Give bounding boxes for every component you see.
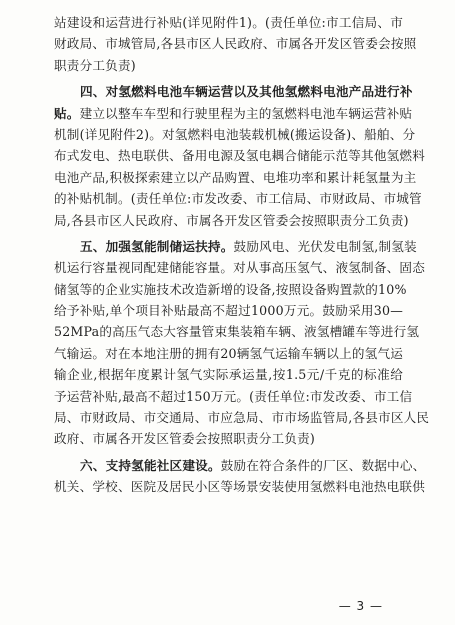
paragraph-line-3: 职责分工负责) — [54, 57, 136, 73]
section-5-line-8: 予运营补贴,最高不超过150万元。(责任单位:市发改委、市工信 — [54, 388, 413, 404]
section-5-line-9: 局、市财政局、市交通局、市应急局、市市场监管局,各县市区人民 — [54, 410, 430, 426]
section-4-line-5: 电池产品,积极探索建立以产品购置、电堆功率和累计耗氢量为主 — [54, 169, 417, 185]
section-4-heading — [54, 81, 413, 102]
section-5-line-6: 气输运。对在本地注册的拥有20辆氢气运输车辆以上的氢气运 — [54, 345, 404, 361]
section-4-line-4: 布式发电、热电联供、备用电源及氢电耦合储能示范等其他氢燃料 — [54, 148, 426, 164]
section-5-line-4: 给予补贴,单个项目补贴最高不超过1000万元。鼓励采用30— — [54, 303, 403, 319]
section-5-heading: 五、加强氢能制储运扶持。鼓励风电、光伏发电制氢,制氢装 — [80, 238, 417, 254]
paragraph-line-2: 财政局、市城管局,各县市区人民政府、市属各开发区管委会按照 — [54, 36, 417, 52]
section-heading: 贴。 — [54, 105, 80, 121]
section-heading: 四、对氢燃料电池车辆运营以及其他氢燃料电池产品进行补 — [80, 84, 413, 100]
section-5-line-3: 储氢等的企业实施技术改造新增的设备,按照设备购置款的10% — [54, 281, 407, 297]
section-heading: 五、加强氢能制储运扶持。 — [80, 238, 234, 254]
paragraph-line-1: 站建设和运营进行补贴(详见附件1)。(责任单位:市工信局、市 — [54, 15, 403, 30]
page-number: — 3 — — [338, 599, 383, 613]
section-6-line-2: 机关、学校、医院及居民小区等场景安装使用氢燃料电池热电联供 — [54, 479, 426, 495]
section-4-line-7: 局,各县市区人民政府、市属各开发区管委会按照职责分工负责) — [54, 212, 409, 228]
section-5-line-5: 52MPa的高压气态大容量管束集装箱车辆、液氢槽罐车等进行氢 — [54, 324, 420, 340]
section-heading: 六、支持氢能社区建设。 — [80, 457, 221, 473]
section-4-line-6: 的补贴机制。(责任单位:市发改委、市工信局、市财政局、市城管 — [54, 191, 422, 207]
section-5-line-7: 输企业,根据年度累计氢气实际承运量,按1.5元/千克的标准给 — [54, 367, 403, 383]
section-4-line-3: 机制(详见附件2)。对氢燃料电池装载机械(搬运设备)、船舶、分 — [54, 126, 416, 142]
section-5-line-2: 机运行容量视同配建储能容量。对从事高压氢气、液氢制备、固态 — [54, 260, 426, 276]
section-6-heading: 六、支持氢能社区建设。鼓励在符合条件的厂区、数据中心、 — [80, 457, 426, 473]
section-4-line-2: 贴。建立以整车车型和行驶里程为主的氢燃料电池车辆运营补贴 — [54, 105, 413, 121]
section-5-line-10: 政府、市属各开发区管委会按照职责分工负责) — [54, 431, 315, 447]
